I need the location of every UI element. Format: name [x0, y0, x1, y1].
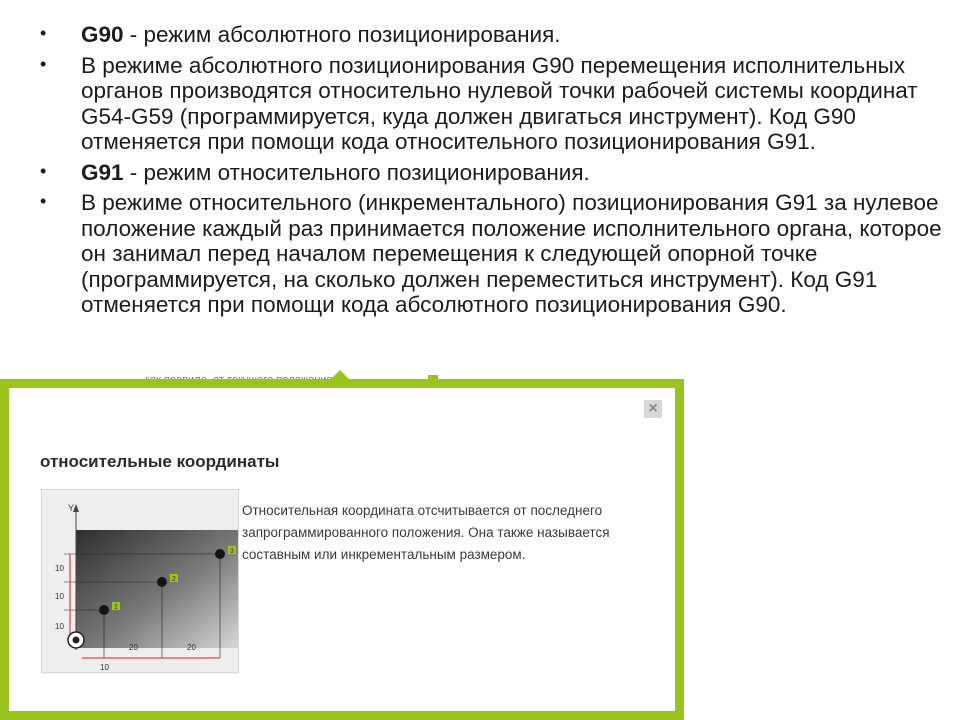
close-button[interactable]: × [644, 400, 662, 418]
origin-center [73, 637, 80, 644]
dialog-description: Относительная координата отсчитывается от последнего запрограммированного положения. Она также называется составным или инкрементальным размером. [242, 503, 610, 562]
bullet-g90-title: • G90 - режим абсолютного позиционирования. [40, 22, 561, 47]
dialog-title: относительные координаты [40, 452, 280, 471]
bullet-g91-title: • G91 - режим относительного позиционирования. [40, 159, 590, 185]
point-2 [157, 577, 167, 587]
bullet-dot: • [40, 23, 47, 43]
y-axis-label: Y [68, 503, 75, 513]
point-1-label: 1 [114, 604, 118, 611]
point-3-label: 3 [230, 548, 234, 555]
point-3 [215, 549, 225, 559]
bullet-g90-description: • В режиме абсолютного позиционирования G90 перемещения исполнительных органов производятся относительно нулевой точки рабочей системы координат G54-G59 (программируется, куда должен двигаться инструмент). Код G90 отменяется при помощи кода относительного позиционирования G91. [40, 52, 918, 154]
bullet-dot: • [40, 53, 47, 74]
dim-x-2: 20 [129, 643, 138, 652]
relative-coordinates-diagram [42, 490, 238, 672]
dim-y-2: 10 [55, 592, 64, 601]
point-1 [99, 605, 109, 615]
point-2-label: 2 [172, 576, 176, 583]
slide-bullet-list [40, 22, 955, 323]
bullet-dot: • [40, 191, 47, 211]
coordinate-illustration [41, 489, 239, 673]
dim-y-1: 10 [55, 622, 64, 631]
dim-x-1: 10 [100, 663, 109, 672]
dim-y-3: 10 [55, 564, 64, 573]
tooltip-dialog [0, 379, 684, 720]
workpiece-plate [76, 530, 238, 648]
bullet-g91-description: • В режиме относительного (инкрементального) позиционирования G91 за нулевое положение каждый раз принимается положение исполнительного органа, которое он занимал перед началом перемещения к следующей опорной точке (программируется, на сколько должен переместиться инструмент). Код G91 отменяется при помощи кода абсолютного позиционирования G90. [40, 190, 942, 317]
bullet-dot: • [40, 160, 47, 181]
dim-x-3: 20 [187, 643, 196, 652]
